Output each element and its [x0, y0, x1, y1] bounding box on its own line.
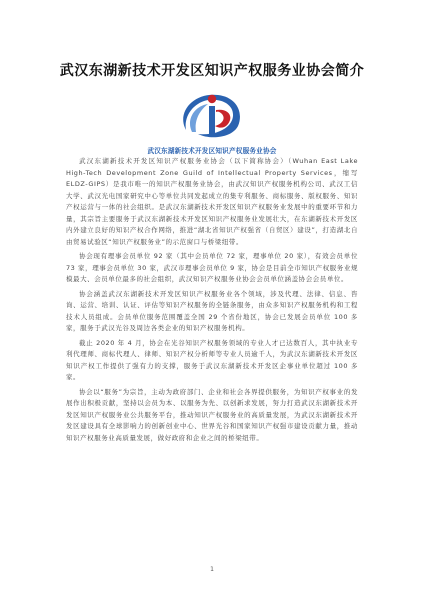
document-body	[66, 156, 358, 447]
paragraph: 协会现有理事会员单位 92 家（其中会员单位 72 家，理事单位 20 家），有效会员单位 73 家，理事会员单位 30 家，武汉市理事会员单位 9 家，协会是目前全市知识产权服务业规模最大、会员单位最多的社会组织，武汉知识产权服务业协会会员单位涵盖协会会员单位。	[66, 252, 358, 283]
association-logo-icon	[172, 86, 252, 142]
logo-caption: 武汉东湖新技术开发区知识产权服务业协会	[147, 147, 277, 155]
paragraph: 截止 2020 年 4 月，协会在光谷知识产权服务领域的专业人才已达数百人，其中执业专利代理师、商标代理人、律师、知识产权分析师等专业人员逾千人，为武汉东湖新技术开发区知识产权工作提供了强有力的支撑，服务于武汉东湖新技术开发区企事业单位超过 100 多家。	[66, 338, 358, 381]
paragraph: 协会以“服务”为宗旨，主动为政府部门、企业和社会各界提供服务，为知识产权事业的发展作出积极贡献，坚持以会员为本、以服务为先、以创新求发展，努力打造武汉东湖新技术开发区知识产权服务业公共服务平台，推动知识产权服务业的高质量发展，为武汉东湖新技术开发区建设具有全球影响力的创新创业中心、世界光谷和国家知识产权强市建设贡献力量，推动知识产权服务业高质量发展，做好政府和企业之间的桥梁纽带。	[66, 387, 358, 442]
document-title: 武汉东湖新技术开发区知识产权服务业协会简介	[59, 63, 365, 79]
paragraph: 协会涵盖武汉东湖新技术开发区知识产权服务业各个领域，涉及代理、法律、信息、咨询、运营、培训、认证、评估等知识产权服务的全链条服务，由众多知识产权服务机构和工程技术人员组成。会员单位服务范围覆盖全国 29 个省份地区，协会已发展会员单位 100 多家，服务于武汉光谷及周边各类企业的知识产权服务机构。	[66, 289, 358, 332]
page-number: 1	[210, 566, 214, 573]
paragraph: 武汉东湖新技术开发区知识产权服务业协会（以下简称协会）（Wuhan East Lake High-Tech Development Zone Guild of Intellectual Property Services，缩写 ELDZ-GIPS）是我市唯一的知识产权服务业协会，由武汉知识产权服务机构公司、武汉工信大学、武汉光电国家研究中心等单位共同发起成立的集专利服务、商标服务、版权服务、知识产权运营与一体的社会组织。是武汉东湖新技术开发区知识产权服务业发展中的重要环节和力量，其宗旨主要服务于武汉东湖新技术开发区知识产权服务业发展壮大，在东湖新技术开发区内外建立良好的知识产权合作网络，推进“湖北省知识产权强省（自贸区）建设”，打造湖北自由贸易试验区“知识产权服务业”的示范窗口与桥梁纽带。	[66, 157, 358, 246]
